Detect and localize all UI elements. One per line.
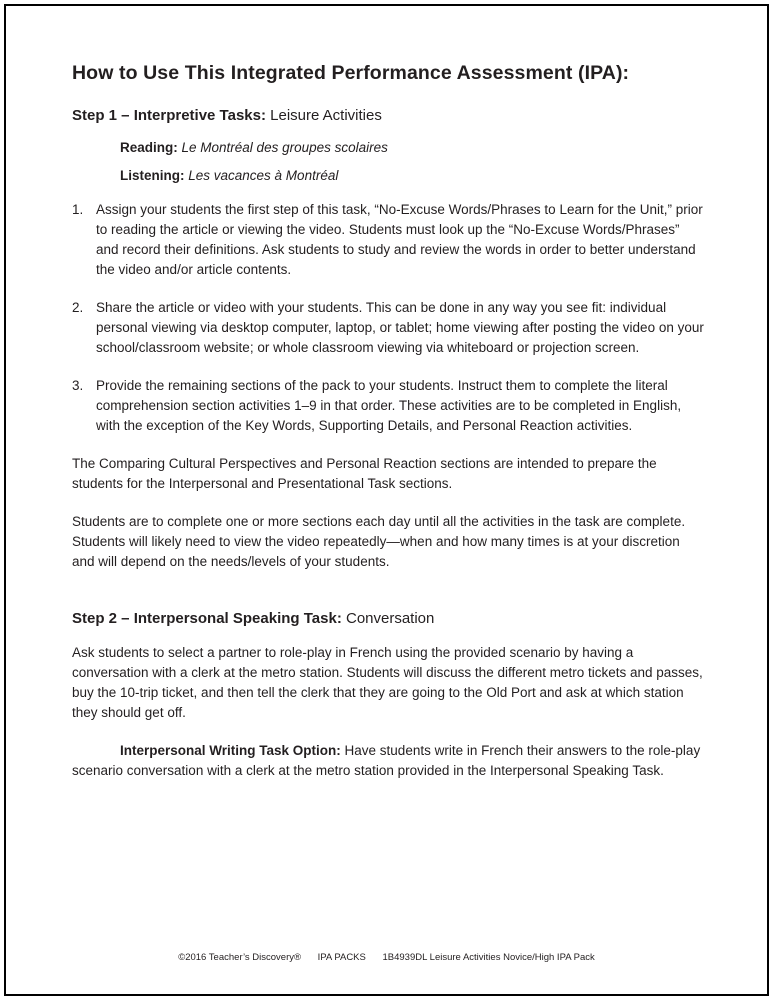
reading-line	[120, 140, 705, 155]
list-item	[72, 200, 705, 280]
writing-option-label: Interpersonal Writing Task Option:	[120, 743, 341, 758]
footer-copyright: ©2016 Teacher’s Discovery®	[178, 952, 301, 963]
page-frame	[4, 4, 769, 996]
writing-option-paragraph	[72, 741, 705, 781]
footer-series: IPA PACKS	[317, 952, 366, 963]
list-item	[72, 298, 705, 358]
page-footer	[6, 952, 767, 963]
reading-title: Le Montréal des groupes scolaires	[177, 140, 388, 155]
list-item-text: Share the article or video with your students. This can be done in any way you see fit: individual personal viewing via desktop computer, laptop, or tablet; home viewing after posting the video on your school/classroom website; or whole classroom viewing via whiteboard or projection screen.	[96, 300, 704, 355]
step2-heading	[72, 610, 705, 627]
list-item	[72, 376, 705, 436]
list-item-text: Provide the remaining sections of the pack to your students. Instruct them to complete the literal comprehension section activities 1–9 in that order. These activities are to be completed in English, with the exception of the Key Words, Supporting Details, and Personal Reaction activities.	[96, 378, 682, 433]
step2-heading-topic: Conversation	[341, 610, 435, 627]
step2-heading-label: Step 2 – Interpersonal Speaking Task:	[72, 610, 342, 627]
document-content	[6, 6, 767, 781]
list-item-text: Assign your students the first step of this task, “No-Excuse Words/Phrases to Learn for the Unit,” prior to reading the article or viewing the video. Students must look up the “No-Excuse Words/Phrases” and record their definitions. Ask students to study and review the words in order to better understand the video and/or article contents.	[96, 202, 703, 277]
instruction-list	[72, 200, 705, 436]
writing-option-text: Have students write in French their answers to the role-play scenario conversation with a clerk at the metro station provided in the Interpersonal Speaking Task.	[72, 743, 701, 778]
list-item-number: 3.	[72, 378, 84, 393]
step1-heading-label: Step 1 – Interpretive Tasks:	[72, 107, 266, 124]
step2-paragraph-scenario: Ask students to select a partner to role-play in French using the provided scenario by having a conversation with a clerk at the metro station. Students will discuss the different metro tickets and passes, buy the 10-trip ticket, and then tell the clerk that they are going to the Old Port and ask at which station they should get off.	[72, 645, 703, 720]
list-item-number: 2.	[72, 300, 84, 315]
step1-paragraph-pacing: Students are to complete one or more sections each day until all the activities in the task are complete. Students will likely need to view the video repeatedly—when and how many times is at your discretion and will depend on the needs/levels of your students.	[72, 514, 686, 569]
list-item-number: 1.	[72, 202, 84, 217]
listening-title: Les vacances à Montréal	[184, 168, 339, 183]
step1-heading-topic: Leisure Activities	[265, 107, 382, 124]
reading-label: Reading:	[120, 140, 178, 155]
footer-product: 1B4939DL Leisure Activities Novice/High IPA Pack	[382, 952, 595, 963]
step1-paragraph-perspectives: The Comparing Cultural Perspectives and Personal Reaction sections are intended to prepare the students for the Interpersonal and Presentational Task sections.	[72, 456, 657, 491]
listening-line	[120, 168, 705, 183]
step1-heading	[72, 107, 705, 124]
document-title: How to Use This Integrated Performance Assessment (IPA):	[72, 62, 630, 84]
listening-label: Listening:	[120, 168, 185, 183]
